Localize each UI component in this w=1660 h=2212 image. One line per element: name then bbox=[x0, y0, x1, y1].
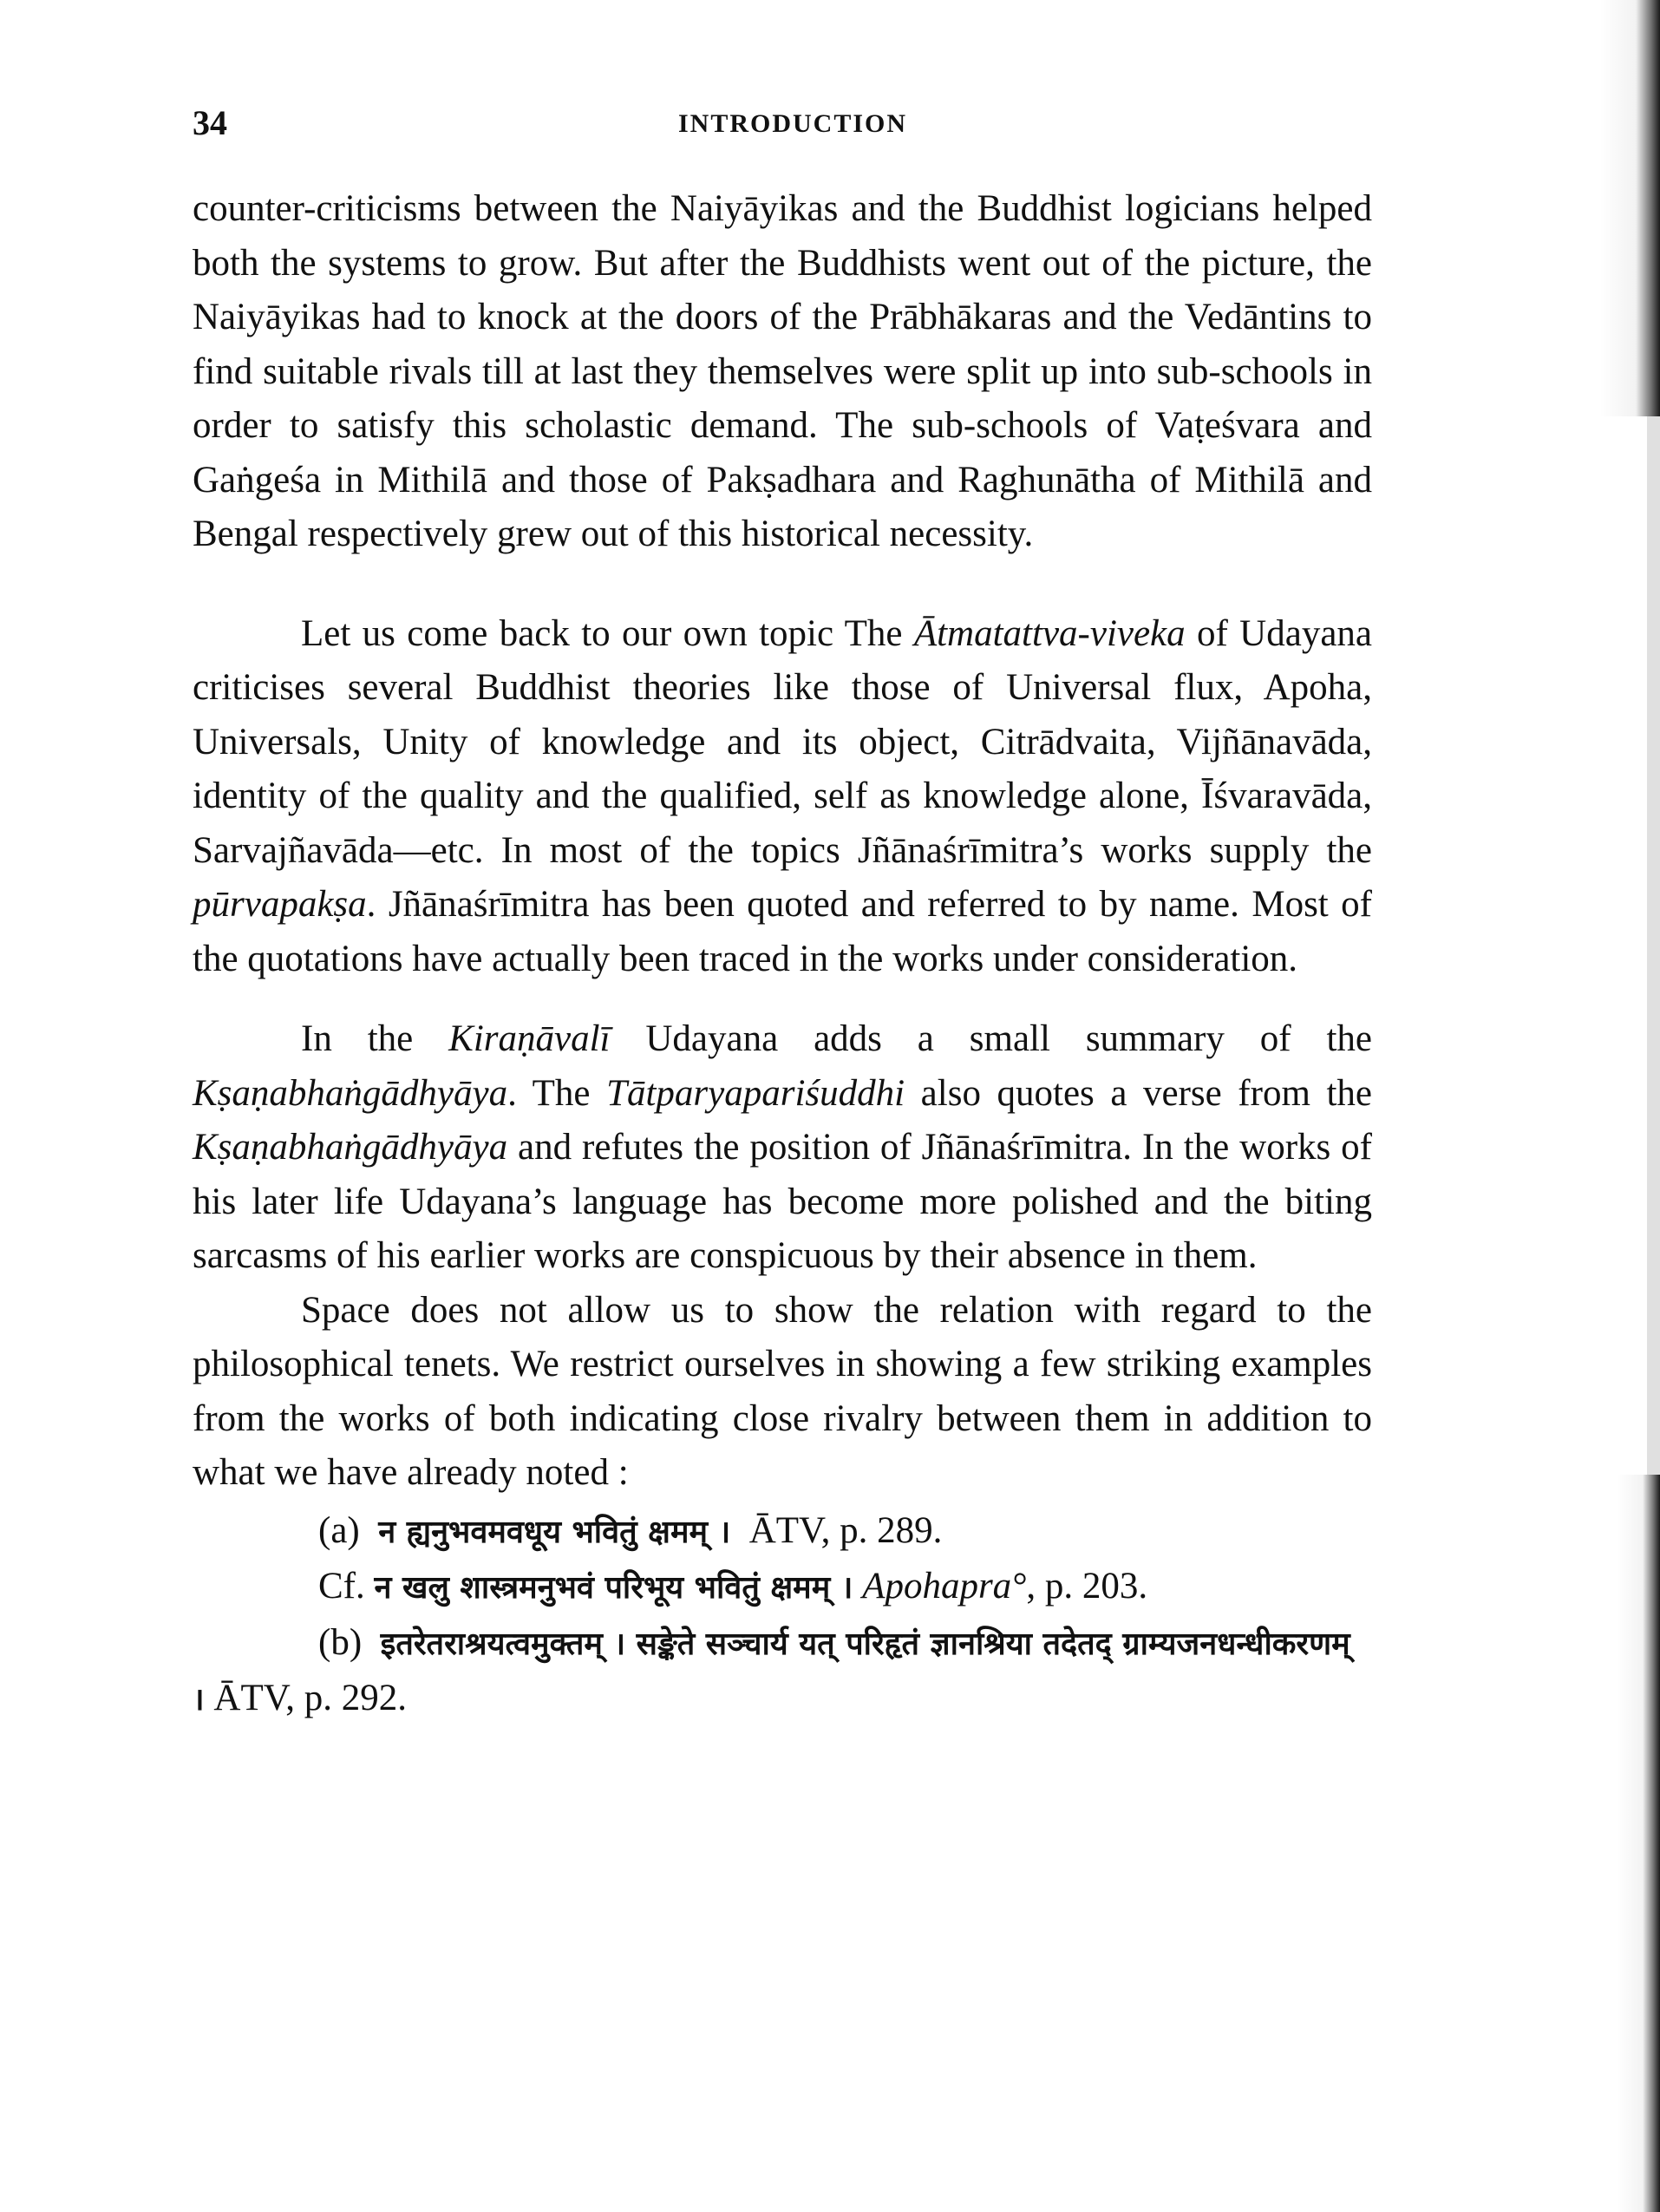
example-a-sanskrit: न ह्यनुभवमवधूय भवितुं क्षमम् । bbox=[378, 1514, 731, 1550]
example-a bbox=[193, 1504, 1372, 1561]
paragraph-3: In the Kiraṇāvalī Udayana adds a small summary of the Kṣaṇabhaṅgādhyāya. The Tātparyapariśuddhi also quotes a verse from the Kṣaṇabhaṅgādhyāya and refutes the position of Jñānaśrīmitra. In the works of his later life Udayana’s language has become more polished and the biting sarcasms of his earlier works are conspicuous by their absence in them. bbox=[193, 1018, 1372, 1276]
example-cf-label: Cf. bbox=[318, 1566, 365, 1607]
example-a-ref: ĀTV, p. 289. bbox=[748, 1509, 943, 1551]
example-b bbox=[193, 1616, 1372, 1728]
example-b-sanskrit: इतरेतराश्रयत्वमुक्तम् । सङ्केते सञ्चार्य यत् परिहृतं ज्ञानश्रिया तदेतद् ग्राम्यजनधन्धीकरणम् । bbox=[193, 1626, 1350, 1718]
example-cf-ref-page: , p. 203. bbox=[1026, 1566, 1148, 1607]
paragraph-1: counter-criticisms between the Naiyāyikas and the Buddhist logicians helped both the systems to grow. But after the Buddhists went out of the picture, the Naiyāyikas had to knock at the doors of the Prābhākaras and the Vedāntins to find suitable rivals till at last they themselves were split up into sub-schools in order to satisfy this scholastic demand. The sub-schools of Vaṭeśvara and Gaṅgeśa in Mithilā and those of Pakṣadhara and Raghunātha of Mithilā and Bengal respectively grew out of this historical necessity. bbox=[193, 188, 1372, 554]
example-b-label: (b) bbox=[318, 1621, 363, 1663]
example-a-label: (a) bbox=[318, 1509, 360, 1551]
example-b-ref: ĀTV, p. 292. bbox=[213, 1678, 407, 1718]
example-cf bbox=[193, 1560, 1372, 1616]
body-text bbox=[193, 182, 1372, 1728]
example-cf-sanskrit: न खलु शास्त्रमनुभवं परिभूय भवितुं क्षमम् । bbox=[374, 1570, 853, 1606]
paragraph-4: Space does not allow us to show the relation with regard to the philosophical tenets. We restrict ourselves in showing a few striking examples from the works of both indicating close rivalry between them in addition to what we have already noted : bbox=[193, 1289, 1372, 1493]
paragraph-2: Let us come back to our own topic The Ātmatattva-viveka of Udayana criticises several Buddhist theories like those of Universal flux, Apoha, Universals, Unity of knowledge and its object, Citrādvaita, Vijñānavāda, identity of the quality and the qualified, self as knowledge alone, Īśvaravāda, Sarvajñavāda—etc. In most of the topics Jñānaśrīmitra’s works supply the pūrvapakṣa. Jñānaśrīmitra has been quoted and referred to by name. Most of the quotations have actually been traced in the works under consideration. bbox=[193, 612, 1372, 979]
page-header bbox=[193, 102, 1372, 154]
example-cf-ref-italic: Apohapra° bbox=[862, 1566, 1027, 1607]
scan-edge-shadow bbox=[1487, 0, 1660, 2212]
page-number: 34 bbox=[193, 103, 227, 142]
running-head: INTRODUCTION bbox=[678, 109, 908, 138]
